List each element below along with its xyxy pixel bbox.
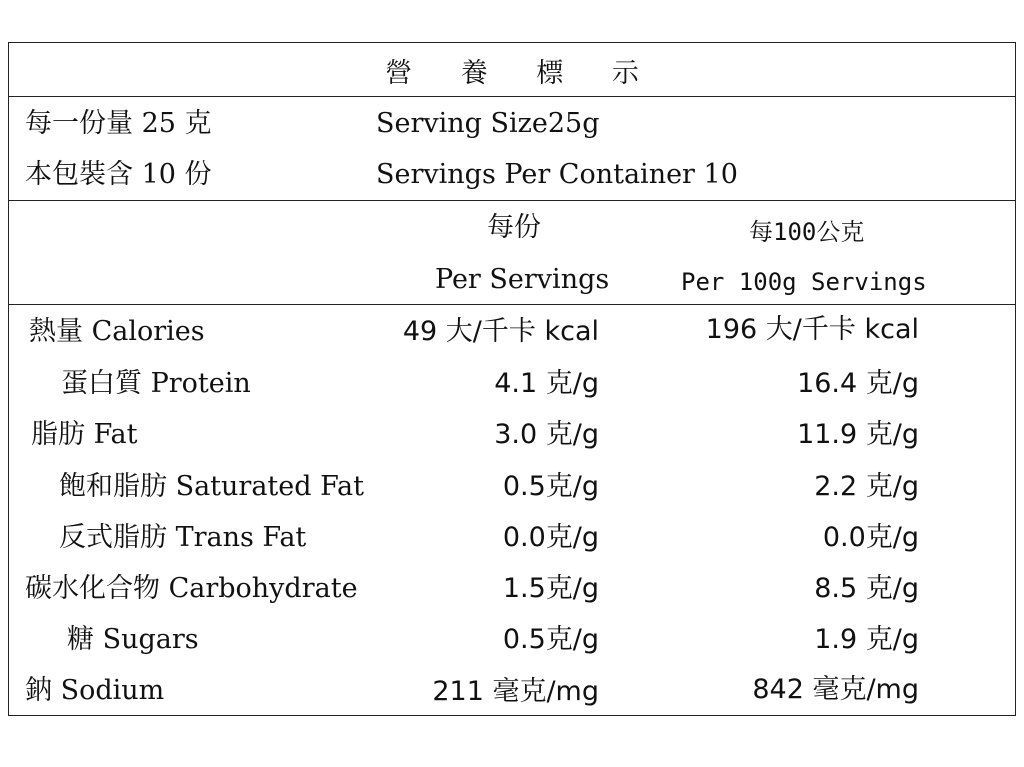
- row-fat-per-100g: 11.9 克/g: [797, 419, 919, 450]
- label-title: 營 養 標 示: [385, 58, 659, 89]
- row-fat-label: 脂肪 Fat: [31, 419, 138, 450]
- row-carbohydrate-per-serving: 1.5克/g: [502, 573, 599, 604]
- servings-per-container-en: Servings Per Container 10: [376, 159, 738, 190]
- divider-serving: [9, 200, 1015, 201]
- row-protein-label: 蛋白質 Protein: [61, 368, 251, 399]
- col-per-serving-en: Per Servings: [435, 264, 610, 295]
- row-sodium-label: 鈉 Sodium: [25, 675, 165, 706]
- col-per-serving-zh: 每份: [487, 212, 541, 243]
- row-sodium-per-serving: 211 毫克/mg: [432, 676, 599, 707]
- servings-per-container-zh: 本包裝含 10 份: [25, 159, 212, 190]
- row-trans-fat-per-serving: 0.0克/g: [502, 522, 599, 553]
- row-sugars-per-100g: 1.9 克/g: [814, 624, 919, 655]
- serving-size-zh: 每一份量 25 克: [25, 108, 212, 139]
- divider-title: [9, 96, 1015, 97]
- row-sugars-per-serving: 0.5克/g: [502, 624, 599, 655]
- row-calories-label: 熱量 Calories: [29, 316, 205, 347]
- serving-size-en: Serving Size25g: [376, 108, 600, 139]
- row-sodium-per-100g: 842 毫克/mg: [752, 674, 919, 705]
- col-per-100g-zh: 每100公克: [749, 218, 865, 246]
- nutrition-label: [8, 42, 1016, 716]
- col-per-100g-en: Per 100g Servings: [681, 268, 927, 296]
- row-trans-fat-per-100g: 0.0克/g: [822, 522, 919, 553]
- row-trans-fat-label: 反式脂肪 Trans Fat: [59, 522, 307, 553]
- row-carbohydrate-label: 碳水化合物 Carbohydrate: [25, 573, 358, 604]
- row-carbohydrate-per-100g: 8.5 克/g: [814, 573, 919, 604]
- row-protein-per-100g: 16.4 克/g: [797, 368, 919, 399]
- row-saturated-fat-label: 飽和脂肪 Saturated Fat: [59, 471, 364, 502]
- divider-header: [9, 304, 1015, 305]
- row-calories-per-serving: 49 大/千卡 kcal: [402, 316, 599, 347]
- row-protein-per-serving: 4.1 克/g: [494, 368, 599, 399]
- row-fat-per-serving: 3.0 克/g: [494, 419, 599, 450]
- row-calories-per-100g: 196 大/千卡 kcal: [705, 314, 919, 345]
- row-sugars-label: 糖 Sugars: [67, 624, 199, 655]
- row-saturated-fat-per-serving: 0.5克/g: [502, 471, 599, 502]
- row-saturated-fat-per-100g: 2.2 克/g: [814, 471, 919, 502]
